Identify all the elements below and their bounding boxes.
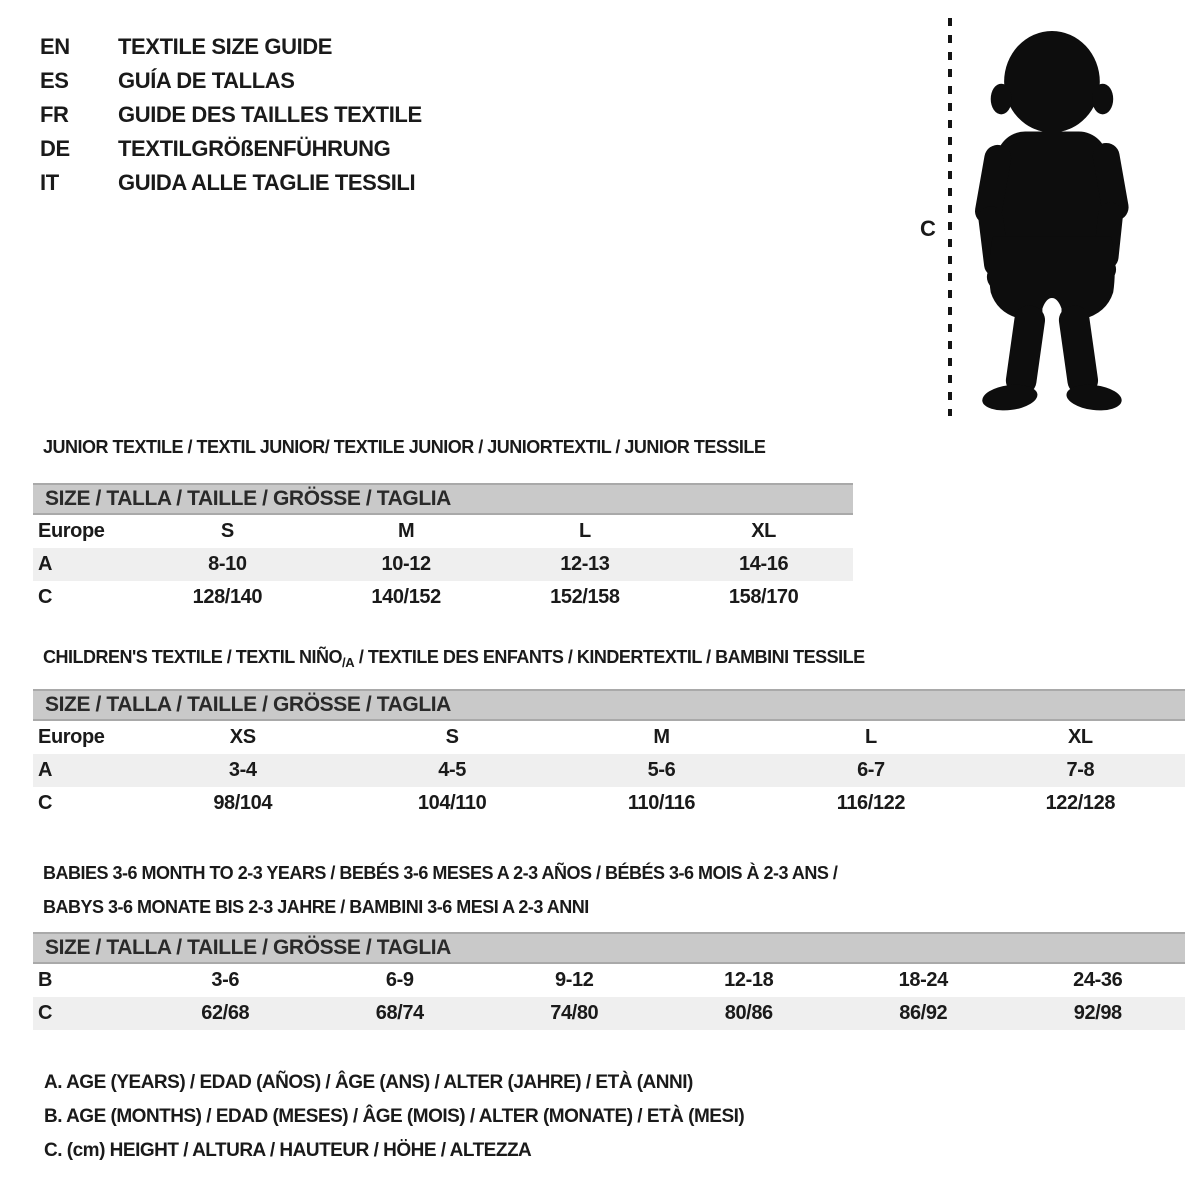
measurement-legend (44, 1066, 744, 1168)
babies-size-header-bar (33, 932, 1185, 964)
children-size-table (33, 689, 1185, 820)
babies-size-table (33, 932, 1185, 1030)
column-header-size: L (865, 726, 877, 748)
size-header-label: SIZE / TALLA / TAILLE / GRÖSSE / TAGLIA (45, 936, 451, 959)
babies-row-height (33, 997, 1185, 1030)
legend-line-c: C. (cm) HEIGHT / ALTURA / HAUTEUR / HÖHE / ALTEZZA (44, 1140, 532, 1161)
baby-silhouette-icon (962, 20, 1140, 423)
height-c-label: C (920, 216, 936, 241)
size-cell: 3-4 (228, 759, 257, 781)
children-section-title (43, 646, 1185, 674)
language-title: GUIDA ALLE TAGLIE TESSILI (118, 170, 416, 195)
size-cell: 110/116 (627, 792, 696, 814)
size-cell: 62/68 (201, 1002, 250, 1024)
children-size-header-bar (33, 689, 1185, 721)
junior-row-age (33, 548, 853, 581)
junior-size-header-bar (33, 483, 853, 515)
legend-line-a: A. AGE (YEARS) / EDAD (AÑOS) / ÂGE (ANS) / ALTER (JAHRE) / ETÀ (ANNI) (44, 1072, 693, 1093)
column-header-size: XL (1067, 726, 1093, 748)
column-header-europe: Europe (38, 726, 105, 748)
size-cell: 68/74 (375, 1002, 424, 1024)
size-cell: 158/170 (728, 586, 799, 608)
children-title-text: CHILDREN'S TEXTILE / TEXTIL NIÑO (43, 647, 342, 667)
size-cell: 86/92 (899, 1002, 948, 1024)
size-cell: 92/98 (1073, 1002, 1122, 1024)
children-title-text: / TEXTILE DES ENFANTS / KINDERTEXTIL / BAMBINI TESSILE (354, 647, 865, 667)
language-title: GUÍA DE TALLAS (118, 68, 295, 93)
size-cell: 12-18 (724, 969, 774, 991)
children-row-age (33, 754, 1185, 787)
row-label: B (38, 969, 53, 991)
children-row-height (33, 787, 1185, 820)
babies-title-line2: BABYS 3-6 MONATE BIS 2-3 JAHRE / BAMBINI 3-6 MESI A 2-3 ANNI (43, 897, 589, 917)
babies-title-line1: BABIES 3-6 MONTH TO 2-3 YEARS / BEBÉS 3-6 MESES A 2-3 AÑOS / BÉBÉS 3-6 MOIS À 2-3 ANS / (43, 863, 838, 883)
height-dashed-line (948, 18, 952, 416)
junior-size-table (33, 483, 853, 614)
junior-column-header-row (33, 515, 853, 548)
language-title: GUIDE DES TAILLES TEXTILE (118, 102, 422, 127)
language-row (40, 98, 422, 132)
language-row (40, 64, 422, 98)
size-cell: 122/128 (1045, 792, 1116, 814)
size-cell: 98/104 (213, 792, 273, 814)
language-code: FR (40, 102, 69, 127)
size-cell: 24-36 (1073, 969, 1123, 991)
column-header-size: M (653, 726, 670, 748)
language-code: ES (40, 68, 69, 93)
junior-section-title: JUNIOR TEXTILE / TEXTIL JUNIOR/ TEXTILE JUNIOR / JUNIORTEXTIL / JUNIOR TESSILE (43, 437, 766, 457)
language-row (40, 166, 422, 200)
language-row (40, 132, 422, 166)
size-cell: 10-12 (381, 553, 431, 575)
column-header-size: S (445, 726, 459, 748)
children-column-header-row (33, 721, 1185, 754)
column-header-size: S (220, 520, 234, 542)
size-tables (33, 430, 1185, 1030)
junior-row-height (33, 581, 853, 614)
column-header-size: XL (751, 520, 776, 542)
size-cell: 6-7 (857, 759, 885, 781)
size-cell: 80/86 (724, 1002, 773, 1024)
language-code: DE (40, 136, 70, 161)
size-cell: 6-9 (385, 969, 414, 991)
size-cell: 9-12 (555, 969, 594, 991)
size-cell: 7-8 (1066, 759, 1095, 781)
row-label: C (38, 792, 53, 814)
size-cell: 12-13 (560, 553, 610, 575)
size-cell: 8-10 (208, 553, 247, 575)
size-cell: 4-5 (438, 759, 466, 781)
size-cell: 18-24 (898, 969, 948, 991)
language-title: TEXTILE SIZE GUIDE (118, 34, 333, 59)
babies-section-title (43, 856, 1185, 924)
size-cell: 116/122 (836, 792, 906, 814)
size-cell: 152/158 (550, 586, 620, 608)
language-code: EN (40, 34, 70, 59)
legend-line-b: B. AGE (MONTHS) / EDAD (MESES) / ÂGE (MOIS) / ALTER (MONATE) / ETÀ (MESI) (44, 1106, 745, 1127)
size-cell: 140/152 (371, 586, 441, 608)
column-header-size: XS (229, 726, 256, 748)
column-header-size: L (578, 520, 591, 542)
row-label: A (38, 759, 53, 781)
language-code: IT (40, 170, 59, 195)
row-label: C (38, 1002, 53, 1024)
size-cell: 128/140 (192, 586, 263, 608)
column-header-europe: Europe (38, 520, 105, 542)
size-cell: 3-6 (211, 969, 240, 991)
language-title-list (40, 30, 422, 200)
size-header-label: SIZE / TALLA / TAILLE / GRÖSSE / TAGLIA (45, 487, 451, 510)
row-label: C (38, 586, 53, 608)
language-row (40, 30, 422, 64)
height-measure-figure (898, 14, 1170, 439)
language-title: TEXTILGRÖßENFÜHRUNG (118, 136, 391, 161)
babies-row-age-months (33, 964, 1185, 997)
size-header-label: SIZE / TALLA / TAILLE / GRÖSSE / TAGLIA (45, 693, 451, 716)
column-header-size: M (397, 520, 415, 542)
size-cell: 74/80 (550, 1002, 599, 1024)
size-cell: 14-16 (739, 553, 789, 575)
row-label: A (38, 553, 53, 575)
size-cell: 104/110 (417, 792, 487, 814)
size-cell: 5-6 (647, 759, 676, 781)
children-title-subscript: /A (341, 655, 355, 670)
